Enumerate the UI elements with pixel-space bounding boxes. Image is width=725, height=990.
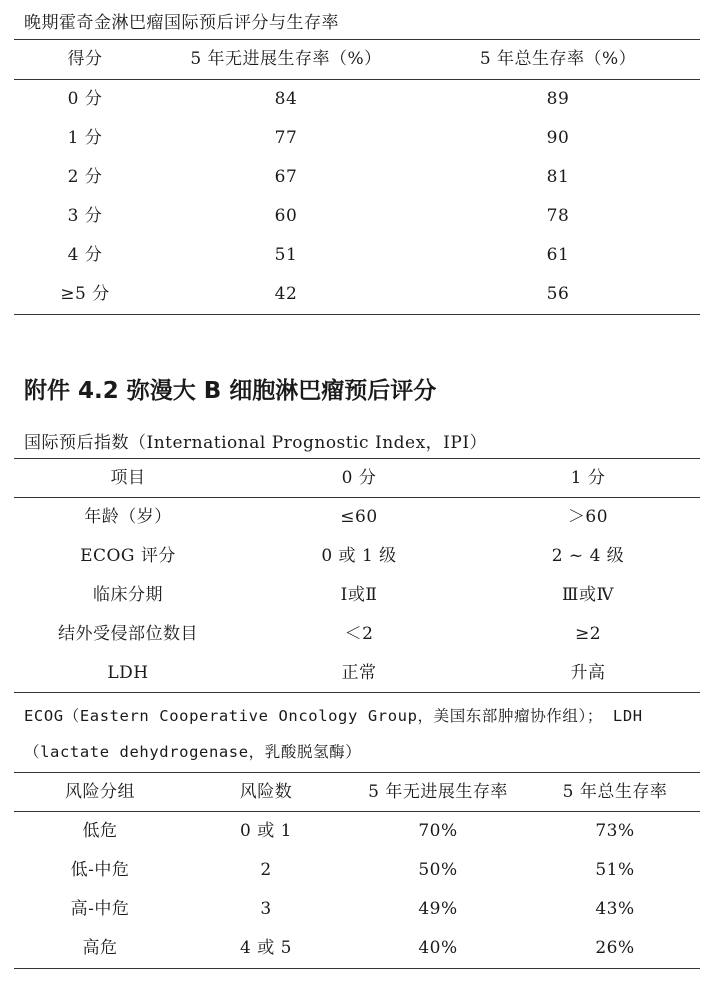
table-row xyxy=(14,654,700,693)
table1-bottom-rule xyxy=(14,314,700,315)
table2-bottom-rule xyxy=(14,692,700,693)
table3-cell-os: 51% xyxy=(595,860,635,880)
table2-cell-item: ECOG 评分 xyxy=(80,546,176,566)
table3-cell-os: 26% xyxy=(595,938,635,958)
table3-cell-os: 73% xyxy=(595,821,635,841)
table3-cell-pfs: 50% xyxy=(418,860,458,880)
table2-cell-one: ＞60 xyxy=(567,507,609,527)
table3-cell-group: 高危 xyxy=(82,938,118,958)
table-row xyxy=(14,537,700,576)
table2-cell-one: Ⅲ或Ⅳ xyxy=(562,585,614,605)
table3-cell-pfs: 40% xyxy=(418,938,458,958)
table3-cell-group: 低-中危 xyxy=(70,860,130,880)
table-row xyxy=(14,929,700,968)
table2-cell-one: 2 ~ 4 级 xyxy=(551,546,625,566)
table2-cell-zero: ＜2 xyxy=(344,624,374,644)
table1-cell-score: ≥5 分 xyxy=(60,284,110,304)
table2-cell-item: 临床分期 xyxy=(93,585,163,605)
table2-cell-zero: ≤60 xyxy=(340,507,378,527)
table1-cell-score: 1 分 xyxy=(67,128,103,148)
table3-cell-pfs: 70% xyxy=(418,821,458,841)
table3-bottom-rule xyxy=(14,968,700,969)
table1-caption: 晚期霍奇金淋巴瘤国际预后评分与生存率 xyxy=(24,13,339,33)
table3-cell-count: 3 xyxy=(260,899,272,919)
table1-cell-pfs: 42 xyxy=(274,284,298,304)
table2-header-zero: 0 分 xyxy=(341,468,377,488)
table2-cell-item: 结外受侵部位数目 xyxy=(58,624,198,644)
table2-note-line2: （lactate dehydrogenase，乳酸脱氢酶） xyxy=(24,743,362,761)
table2-cell-zero: 正常 xyxy=(341,663,377,683)
table1-cell-pfs: 60 xyxy=(274,206,298,226)
table3-header-pfs: 5 年无进展生存率 xyxy=(368,782,508,802)
table-row xyxy=(14,851,700,890)
table-row xyxy=(14,890,700,929)
table2-caption: 国际预后指数（International Prognostic Index，IPI） xyxy=(24,433,488,453)
table3-header-row xyxy=(14,773,700,812)
table1-cell-score: 2 分 xyxy=(67,167,103,187)
table1-header-os: 5 年总生存率（%） xyxy=(479,49,637,69)
table2-cell-zero: Ⅰ或Ⅱ xyxy=(340,585,378,605)
table3-header-count: 风险数 xyxy=(239,782,293,802)
table1-cell-pfs: 67 xyxy=(274,167,298,187)
table3-cell-group: 低危 xyxy=(82,821,118,841)
table3-cell-count: 0 或 1 xyxy=(240,821,292,841)
table-row xyxy=(14,576,700,615)
table-row xyxy=(14,615,700,654)
table1-cell-os: 81 xyxy=(546,167,570,187)
table2-cell-one: ≥2 xyxy=(574,624,602,644)
table1-cell-os: 78 xyxy=(546,206,570,226)
table3-cell-pfs: 49% xyxy=(418,899,458,919)
table1-cell-os: 89 xyxy=(546,89,570,109)
table2-cell-zero: 0 或 1 级 xyxy=(321,546,397,566)
table1-header-row xyxy=(14,40,700,79)
table1-cell-score: 4 分 xyxy=(67,245,103,265)
table-row xyxy=(14,275,700,314)
table-row xyxy=(14,236,700,275)
table1-header-score: 得分 xyxy=(67,49,103,69)
section-title: 附件 4.2 弥漫大 B 细胞淋巴瘤预后评分 xyxy=(24,378,437,404)
table2-header-item: 项目 xyxy=(110,468,146,488)
table2-header-one: 1 分 xyxy=(570,468,606,488)
table2-cell-one: 升高 xyxy=(570,663,606,683)
table2-cell-item: LDH xyxy=(107,663,149,683)
table3-cell-count: 4 或 5 xyxy=(240,938,292,958)
table-row xyxy=(14,197,700,236)
table1-cell-pfs: 51 xyxy=(274,245,298,265)
table3-cell-os: 43% xyxy=(595,899,635,919)
table3-header-group: 风险分组 xyxy=(65,782,135,802)
table1-cell-score: 0 分 xyxy=(67,89,103,109)
table3-header-os: 5 年总生存率 xyxy=(562,782,668,802)
table1-cell-pfs: 77 xyxy=(274,128,298,148)
table2-cell-item: 年龄（岁） xyxy=(84,507,172,527)
table1-cell-os: 61 xyxy=(546,245,570,265)
table3-cell-count: 2 xyxy=(260,860,272,880)
table1-header-pfs: 5 年无进展生存率（%） xyxy=(190,49,382,69)
table1-cell-os: 56 xyxy=(546,284,570,304)
table3-cell-group: 高-中危 xyxy=(70,899,130,919)
table-row xyxy=(14,80,700,119)
table-row xyxy=(14,119,700,158)
table-row xyxy=(14,158,700,197)
table-row xyxy=(14,498,700,537)
table-row xyxy=(14,812,700,851)
table1-cell-score: 3 分 xyxy=(67,206,103,226)
table2-header-row xyxy=(14,459,700,498)
table1-cell-pfs: 84 xyxy=(274,89,298,109)
table2-note-line1: ECOG（Eastern Cooperative Oncology Group，美国东部肿瘤协作组）； LDH xyxy=(24,707,643,725)
table1-cell-os: 90 xyxy=(546,128,570,148)
